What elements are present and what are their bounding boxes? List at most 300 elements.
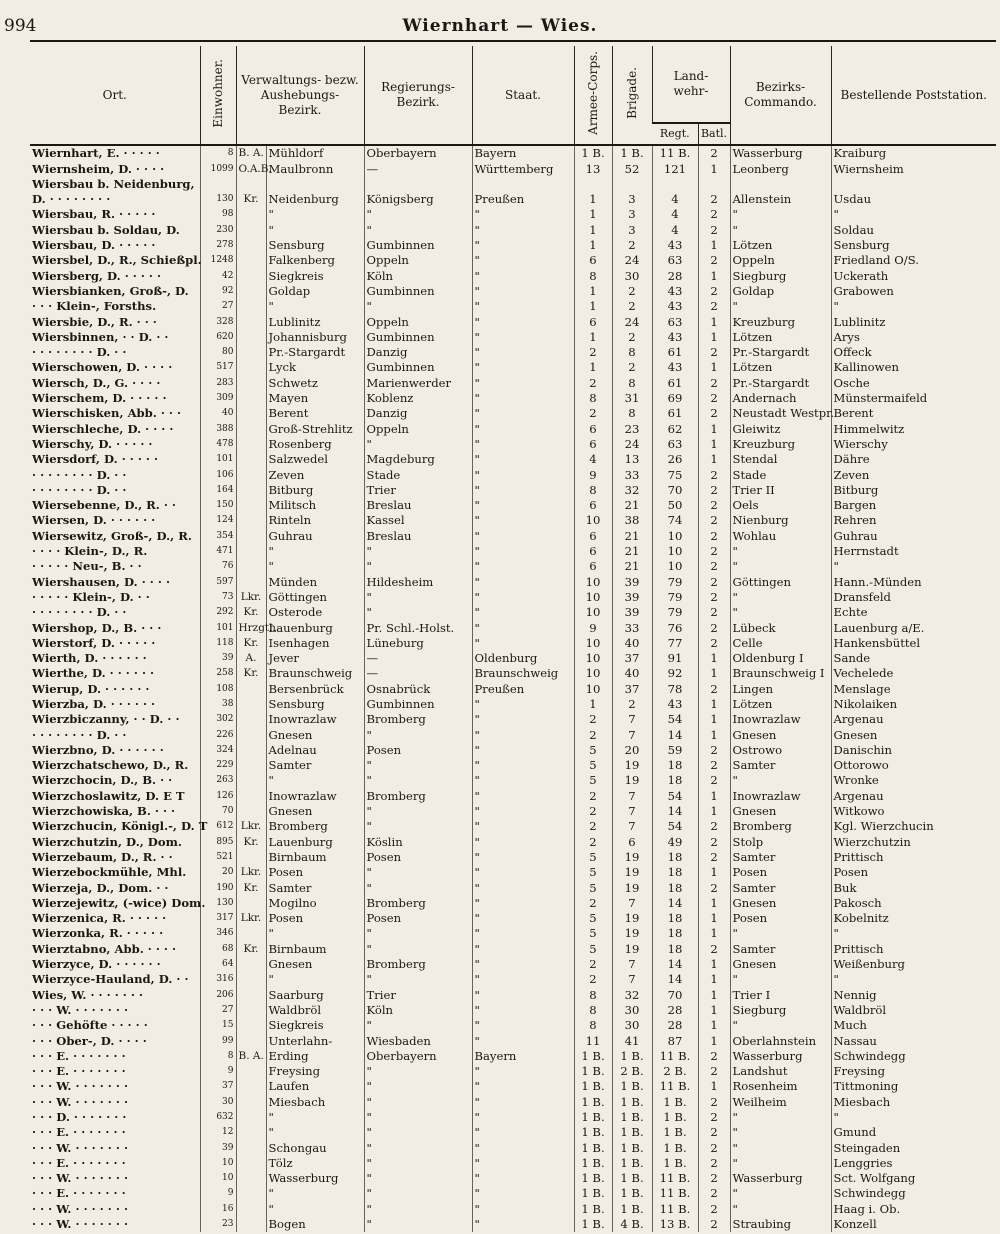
- cell-place-name: · · · E. · · · · · · ·: [32, 1186, 126, 1201]
- cell-govt-district: ": [364, 1094, 472, 1109]
- col-staat: Staat.: [472, 46, 574, 145]
- cell-population: 302: [200, 712, 236, 727]
- cell-population: 8: [200, 145, 236, 161]
- cell-post-station: ": [831, 926, 996, 941]
- cell-district: Lauenburg: [266, 834, 364, 849]
- cell-district-type: [236, 712, 266, 727]
- cell-army-corps: 2: [574, 819, 612, 834]
- table-row: [30, 1064, 996, 1079]
- cell-population: 80: [200, 345, 236, 360]
- cell-post-station: Kallinowen: [831, 360, 996, 375]
- cell-district-type: Hrzgth.: [236, 620, 266, 635]
- col-armee: [574, 46, 612, 145]
- cell-govt-district: ": [364, 1110, 472, 1125]
- cell-population: 98: [200, 207, 236, 222]
- cell-army-corps: 1: [574, 222, 612, 237]
- cell-landwehr-regiment: 63: [652, 437, 698, 452]
- cell-district-type: [236, 345, 266, 360]
- table-row: [30, 926, 996, 941]
- cell-govt-district: ": [364, 1125, 472, 1140]
- cell-landwehr-regiment: 70: [652, 483, 698, 498]
- cell-govt-district: Hildesheim: [364, 574, 472, 589]
- cell-landwehr-battalion: 1: [698, 666, 730, 681]
- cell-state: ": [472, 926, 574, 941]
- cell-place-name: Wierschisken, Abb. · · ·: [32, 406, 182, 421]
- cell-place-name: Wierschem, D. · · · · ·: [32, 391, 167, 406]
- cell-district-type: [236, 773, 266, 788]
- cell-population: 39: [200, 651, 236, 666]
- cell-army-corps: 5: [574, 773, 612, 788]
- cell-district-type: [236, 375, 266, 390]
- cell-district-command: Wohlau: [730, 528, 831, 543]
- cell-landwehr-regiment: 4: [652, 222, 698, 237]
- cell-brigade: 24: [612, 437, 652, 452]
- cell-state: ": [472, 391, 574, 406]
- cell-place-name: Wiersdorf, D. · · · · ·: [32, 452, 159, 467]
- cell-district: ": [266, 299, 364, 314]
- table-row: [30, 819, 996, 834]
- table-row: [30, 941, 996, 956]
- cell-landwehr-battalion: 2: [698, 498, 730, 513]
- cell-landwehr-regiment: 10: [652, 544, 698, 559]
- cell-brigade: 7: [612, 819, 652, 834]
- table-row: [30, 1140, 996, 1155]
- cell-landwehr-battalion: 1: [698, 987, 730, 1002]
- cell-landwehr-battalion: 2: [698, 743, 730, 758]
- cell-army-corps: 6: [574, 437, 612, 452]
- cell-population: 471: [200, 544, 236, 559]
- cell-state: ": [472, 865, 574, 880]
- table-row: [30, 528, 996, 543]
- col-post: Bestellende Poststation.: [831, 46, 996, 145]
- table-row: [30, 1201, 996, 1216]
- cell-population: 130: [200, 896, 236, 911]
- cell-district-command: Braunschweig I: [730, 666, 831, 681]
- cell-district-type: [236, 987, 266, 1002]
- cell-landwehr-regiment: 18: [652, 758, 698, 773]
- cell-govt-district: Königsberg: [364, 192, 472, 207]
- cell-district-command: Bromberg: [730, 819, 831, 834]
- cell-govt-district: Marienwerder: [364, 375, 472, 390]
- cell-population: 10: [200, 1171, 236, 1186]
- cell-landwehr-regiment: 18: [652, 865, 698, 880]
- cell-landwehr-regiment: 61: [652, 406, 698, 421]
- cell-landwehr-battalion: 1: [698, 788, 730, 803]
- cell-army-corps: 8: [574, 987, 612, 1002]
- cell-state: ": [472, 773, 574, 788]
- col-bezirk: Bezirks- Commando.: [730, 46, 831, 145]
- cell-brigade: 1 B.: [612, 1049, 652, 1064]
- cell-district-type: [236, 804, 266, 819]
- cell-army-corps: 2: [574, 712, 612, 727]
- cell-landwehr-battalion: 2: [698, 1186, 730, 1201]
- cell-state: ": [472, 1033, 574, 1048]
- cell-district-command: Kreuzburg: [730, 314, 831, 329]
- cell-landwehr-battalion: 2: [698, 544, 730, 559]
- cell-district-command: Goldap: [730, 284, 831, 299]
- table-row: [30, 161, 996, 176]
- cell-army-corps: 4: [574, 452, 612, 467]
- cell-district-command: Oppeln: [730, 253, 831, 268]
- cell-district-type: [236, 697, 266, 712]
- cell-state: Württemberg: [472, 161, 574, 176]
- cell-district-type: [236, 406, 266, 421]
- table-row: [30, 1094, 996, 1109]
- table-row: [30, 651, 996, 666]
- cell-army-corps: 10: [574, 590, 612, 605]
- cell-population: 76: [200, 559, 236, 574]
- cell-army-corps: 1: [574, 284, 612, 299]
- cell-place-name: Wierzchowiska, B. · · ·: [32, 804, 176, 819]
- cell-landwehr-regiment: 121: [652, 161, 698, 176]
- cell-brigade: 6: [612, 834, 652, 849]
- cell-population: 190: [200, 880, 236, 895]
- cell-landwehr-battalion: 2: [698, 1156, 730, 1171]
- cell-army-corps: 5: [574, 758, 612, 773]
- cell-govt-district: Oppeln: [364, 421, 472, 436]
- cell-district: ": [266, 1125, 364, 1140]
- cell-brigade: 2: [612, 238, 652, 253]
- cell-brigade: 2: [612, 697, 652, 712]
- cell-district-command: Inowrazlaw: [730, 788, 831, 803]
- cell-govt-district: Köln: [364, 268, 472, 283]
- cell-state: Braunschweig: [472, 666, 574, 681]
- cell-landwehr-regiment: 4: [652, 192, 698, 207]
- cell-district: ": [266, 972, 364, 987]
- cell-post-station: Nassau: [831, 1033, 996, 1048]
- cell-army-corps: 9: [574, 467, 612, 482]
- cell-landwehr-regiment: 79: [652, 574, 698, 589]
- cell-place-name: Wies, W. · · · · · · ·: [32, 987, 143, 1002]
- cell-state: ": [472, 268, 574, 283]
- cell-post-station: Ottorowo: [831, 758, 996, 773]
- cell-post-station: Sande: [831, 651, 996, 666]
- cell-district: Lyck: [266, 360, 364, 375]
- cell-landwehr-regiment: 61: [652, 345, 698, 360]
- cell-landwehr-battalion: 1: [698, 651, 730, 666]
- cell-post-station: Soldau: [831, 222, 996, 237]
- cell-landwehr-regiment: 77: [652, 636, 698, 651]
- cell-district-type: [236, 743, 266, 758]
- cell-landwehr-regiment: 14: [652, 727, 698, 742]
- cell-post-station: Menslage: [831, 681, 996, 696]
- cell-district: Siegkreis: [266, 1018, 364, 1033]
- cell-state: ": [472, 483, 574, 498]
- cell-district-type: [236, 238, 266, 253]
- cell-place-name: Wiernsheim, D. · · · ·: [32, 161, 165, 176]
- cell-state: ": [472, 1003, 574, 1018]
- cell-post-station: Offeck: [831, 345, 996, 360]
- cell-place-name: Wierthe, D. · · · · · ·: [32, 666, 155, 681]
- cell-population: 39: [200, 1140, 236, 1155]
- cell-brigade: 32: [612, 987, 652, 1002]
- cell-landwehr-battalion: 2: [698, 483, 730, 498]
- cell-brigade: 40: [612, 636, 652, 651]
- cell-army-corps: 1: [574, 238, 612, 253]
- cell-district-type: [236, 574, 266, 589]
- cell-place-name: · · · W. · · · · · · ·: [32, 1201, 128, 1216]
- cell-landwehr-battalion: 1: [698, 911, 730, 926]
- cell-district: Falkenberg: [266, 253, 364, 268]
- cell-district: Lublinitz: [266, 314, 364, 329]
- table-row: [30, 1003, 996, 1018]
- cell-brigade: 7: [612, 804, 652, 819]
- cell-landwehr-battalion: 2: [698, 406, 730, 421]
- cell-landwehr-regiment: 18: [652, 880, 698, 895]
- cell-population: 632: [200, 1110, 236, 1125]
- table-row: [30, 1186, 996, 1201]
- cell-state: Oldenburg: [472, 651, 574, 666]
- cell-place-name: · · · Ober-, D. · · · ·: [32, 1033, 147, 1048]
- cell-army-corps: 8: [574, 1003, 612, 1018]
- cell-district-command: Wasserburg: [730, 145, 831, 161]
- cell-district-type: [236, 391, 266, 406]
- cell-place-name: · · · · · Klein-, D. · ·: [32, 589, 150, 604]
- cell-district-type: [236, 957, 266, 972]
- cell-army-corps: 8: [574, 483, 612, 498]
- cell-district-command: ": [730, 605, 831, 620]
- cell-district-type: [236, 788, 266, 803]
- cell-state: ": [472, 574, 574, 589]
- cell-district-type: [236, 314, 266, 329]
- cell-landwehr-battalion: 1: [698, 697, 730, 712]
- cell-place-name: Wiersbel, D., R., Schießpl.: [32, 253, 202, 268]
- cell-landwehr-regiment: 54: [652, 712, 698, 727]
- cell-landwehr-regiment: 1 B.: [652, 1140, 698, 1155]
- cell-govt-district: ": [364, 1140, 472, 1155]
- cell-state: ": [472, 896, 574, 911]
- cell-landwehr-battalion: 1: [698, 896, 730, 911]
- table-row: [30, 788, 996, 803]
- cell-district-command: Trier I: [730, 987, 831, 1002]
- cell-district: ": [266, 773, 364, 788]
- table-row: [30, 1171, 996, 1186]
- cell-landwehr-battalion: 1: [698, 957, 730, 972]
- cell-army-corps: 10: [574, 574, 612, 589]
- cell-landwehr-battalion: 1: [698, 727, 730, 742]
- cell-district-command: Siegburg: [730, 268, 831, 283]
- cell-landwehr-regiment: 70: [652, 987, 698, 1002]
- cell-govt-district: ": [364, 1079, 472, 1094]
- table-row: [30, 192, 996, 207]
- cell-army-corps: 1 B.: [574, 1186, 612, 1201]
- cell-army-corps: 10: [574, 681, 612, 696]
- cell-post-station: ": [831, 972, 996, 987]
- cell-district-command: ": [730, 299, 831, 314]
- cell-district-command: Gnesen: [730, 957, 831, 972]
- cell-district: Birnbaum: [266, 941, 364, 956]
- cell-place-name: Wierzchatschewo, D., R.: [32, 758, 189, 773]
- cell-district-type: Lkr.: [236, 590, 266, 605]
- cell-place-name: · · · W. · · · · · · ·: [32, 1079, 128, 1094]
- cell-brigade: 39: [612, 574, 652, 589]
- cell-state: ": [472, 1156, 574, 1171]
- cell-state: ": [472, 911, 574, 926]
- cell-population: [200, 177, 236, 192]
- cell-army-corps: 1: [574, 360, 612, 375]
- cell-govt-district: Gumbinnen: [364, 330, 472, 345]
- table-row: [30, 712, 996, 727]
- cell-population: 101: [200, 452, 236, 467]
- cell-district-command: Oldenburg I: [730, 651, 831, 666]
- cell-brigade: 41: [612, 1033, 652, 1048]
- cell-post-station: Usdau: [831, 192, 996, 207]
- cell-landwehr-battalion: 2: [698, 391, 730, 406]
- cell-post-station: Tittmoning: [831, 1079, 996, 1094]
- cell-brigade: 3: [612, 207, 652, 222]
- cell-district-command: ": [730, 207, 831, 222]
- cell-state: ": [472, 590, 574, 605]
- header-rule: [30, 40, 996, 42]
- cell-population: 388: [200, 421, 236, 436]
- cell-place-name: Wiershausen, D. · · · ·: [32, 574, 170, 589]
- cell-state: ": [472, 1140, 574, 1155]
- cell-district: ": [266, 1110, 364, 1125]
- cell-state: ": [472, 743, 574, 758]
- cell-population: 283: [200, 375, 236, 390]
- cell-population: 12: [200, 1125, 236, 1140]
- cell-govt-district: ": [364, 880, 472, 895]
- cell-place-name: Wierzonka, R. · · · · ·: [32, 926, 164, 941]
- cell-district-type: [236, 498, 266, 513]
- cell-district: ": [266, 207, 364, 222]
- cell-brigade: 19: [612, 941, 652, 956]
- cell-landwehr-regiment: 18: [652, 941, 698, 956]
- cell-landwehr-battalion: 1: [698, 161, 730, 176]
- cell-population: 92: [200, 284, 236, 299]
- cell-govt-district: ": [364, 773, 472, 788]
- table-row: [30, 498, 996, 513]
- col-einwohner-label: Einwohner.: [210, 58, 225, 128]
- cell-brigade: 40: [612, 666, 652, 681]
- cell-landwehr-battalion: 2: [698, 222, 730, 237]
- cell-govt-district: Köslin: [364, 834, 472, 849]
- cell-army-corps: 6: [574, 253, 612, 268]
- cell-govt-district: ": [364, 1018, 472, 1033]
- cell-district-type: [236, 1003, 266, 1018]
- cell-district: Guhrau: [266, 528, 364, 543]
- cell-place-name: Wierzejewitz, (-wice) Dom.: [32, 895, 206, 910]
- cell-brigade: 30: [612, 1003, 652, 1018]
- cell-brigade: 1 B.: [612, 1171, 652, 1186]
- col-batl: Batl.: [698, 123, 730, 145]
- cell-landwehr-battalion: 2: [698, 145, 730, 161]
- cell-district-type: Lkr.: [236, 865, 266, 880]
- cell-landwehr-regiment: 43: [652, 697, 698, 712]
- cell-state: ": [472, 238, 574, 253]
- cell-place-name: D. · · · · · · · ·: [32, 192, 111, 207]
- cell-district-type: [236, 926, 266, 941]
- cell-state: ": [472, 360, 574, 375]
- cell-state: Preußen: [472, 192, 574, 207]
- cell-place-name: Wiersbau, R. · · · · ·: [32, 207, 156, 222]
- cell-brigade: 8: [612, 406, 652, 421]
- cell-district-type: [236, 1110, 266, 1125]
- cell-landwehr-regiment: 4: [652, 207, 698, 222]
- cell-govt-district: ": [364, 941, 472, 956]
- cell-govt-district: Trier: [364, 483, 472, 498]
- cell-landwehr-battalion: 2: [698, 559, 730, 574]
- cell-landwehr-regiment: 63: [652, 314, 698, 329]
- cell-district-command: Posen: [730, 911, 831, 926]
- cell-landwehr-regiment: 43: [652, 238, 698, 253]
- cell-district-type: [236, 758, 266, 773]
- cell-district-type: [236, 268, 266, 283]
- cell-army-corps: 2: [574, 345, 612, 360]
- cell-landwehr-battalion: 1: [698, 1079, 730, 1094]
- cell-post-station: Weißenburg: [831, 957, 996, 972]
- cell-landwehr-battalion: 2: [698, 681, 730, 696]
- cell-landwehr-regiment: 43: [652, 330, 698, 345]
- cell-district-command: Andernach: [730, 391, 831, 406]
- cell-post-station: Dähre: [831, 452, 996, 467]
- cell-state: ": [472, 880, 574, 895]
- cell-landwehr-battalion: 2: [698, 253, 730, 268]
- cell-landwehr-regiment: 69: [652, 391, 698, 406]
- cell-post-station: Wiernsheim: [831, 161, 996, 176]
- cell-district-command: ": [730, 1201, 831, 1216]
- cell-post-station: Prittisch: [831, 850, 996, 865]
- cell-district: Goldap: [266, 284, 364, 299]
- cell-brigade: 7: [612, 712, 652, 727]
- cell-landwehr-regiment: 54: [652, 788, 698, 803]
- cell-landwehr-regiment: 2 B.: [652, 1064, 698, 1079]
- cell-place-name: · · · · · · · · D. · ·: [32, 727, 127, 742]
- cell-state: ": [472, 819, 574, 834]
- cell-place-name: · · · W. · · · · · · ·: [32, 1094, 128, 1109]
- cell-district: Maulbronn: [266, 161, 364, 176]
- cell-place-name: · · · E. · · · · · · ·: [32, 1155, 126, 1170]
- cell-state: ": [472, 528, 574, 543]
- cell-govt-district: Kassel: [364, 513, 472, 528]
- cell-district-command: Lötzen: [730, 238, 831, 253]
- cell-district: Johannisburg: [266, 330, 364, 345]
- cell-district-type: B. A.: [236, 1049, 266, 1064]
- cell-govt-district: Stade: [364, 467, 472, 482]
- cell-district: Bromberg: [266, 819, 364, 834]
- cell-district-command: Lötzen: [730, 360, 831, 375]
- table-row: [30, 391, 996, 406]
- cell-landwehr-regiment: 10: [652, 559, 698, 574]
- cell-district: Lauenburg: [266, 620, 364, 635]
- cell-post-station: Wronke: [831, 773, 996, 788]
- cell-govt-district: Oberbayern: [364, 1049, 472, 1064]
- cell-district-type: [236, 896, 266, 911]
- cell-population: 27: [200, 299, 236, 314]
- cell-army-corps: 10: [574, 666, 612, 681]
- cell-landwehr-battalion: 2: [698, 1171, 730, 1186]
- cell-landwehr-regiment: 1 B.: [652, 1156, 698, 1171]
- cell-govt-district: ": [364, 804, 472, 819]
- cell-district-command: ": [730, 1110, 831, 1125]
- cell-district-command: Lübeck: [730, 620, 831, 635]
- cell-place-name: · · · W. · · · · · · ·: [32, 1002, 128, 1017]
- cell-landwehr-battalion: 2: [698, 1201, 730, 1216]
- cell-place-name: Wierzeja, D., Dom. · ·: [32, 880, 169, 895]
- cell-army-corps: 6: [574, 544, 612, 559]
- cell-govt-district: Gumbinnen: [364, 284, 472, 299]
- cell-post-station: Argenau: [831, 788, 996, 803]
- cell-population: 278: [200, 238, 236, 253]
- cell-landwehr-regiment: 28: [652, 1003, 698, 1018]
- cell-district: Samter: [266, 880, 364, 895]
- table-row: [30, 299, 996, 314]
- cell-place-name: · · · · · · · · D. · ·: [32, 482, 127, 497]
- cell-post-station: Prittisch: [831, 941, 996, 956]
- cell-population: 230: [200, 222, 236, 237]
- cell-state: ": [472, 804, 574, 819]
- cell-govt-district: ": [364, 222, 472, 237]
